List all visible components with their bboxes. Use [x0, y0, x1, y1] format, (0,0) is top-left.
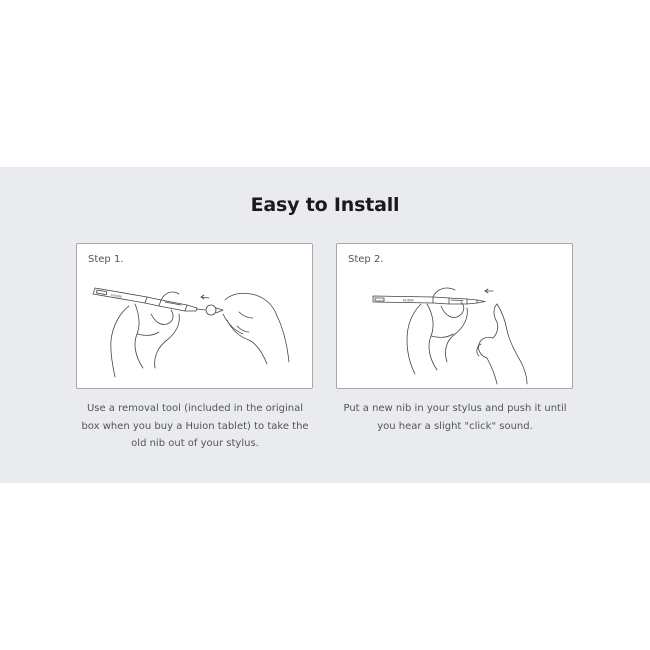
step-1-caption-line: Use a removal tool (included in the original: [86, 403, 304, 414]
step-1-pen-brand: HUION: [110, 293, 122, 299]
section-title: Easy to Install: [250, 194, 400, 216]
step-2-caption-line: you hear a slight "click" sound.: [377, 420, 533, 432]
step-1-illustration: [77, 244, 314, 390]
step-1-caption-line: box when you buy a Huion tablet) to take the: [81, 420, 309, 432]
step-2-card: [336, 243, 573, 389]
step-1-label: Step 1.: [88, 254, 124, 265]
step-1-card: [76, 243, 313, 389]
step-1-caption-line: old nib out of your stylus.: [131, 438, 259, 449]
step-2-caption: [325, 400, 585, 435]
step-2-caption-line: Put a new nib in your stylus and push it until: [343, 403, 567, 414]
step-2-pen-brand: HUION: [403, 298, 414, 303]
step-1-caption: [65, 400, 325, 453]
step-2-label: Step 2.: [348, 254, 384, 265]
step-2-illustration: [337, 244, 574, 390]
